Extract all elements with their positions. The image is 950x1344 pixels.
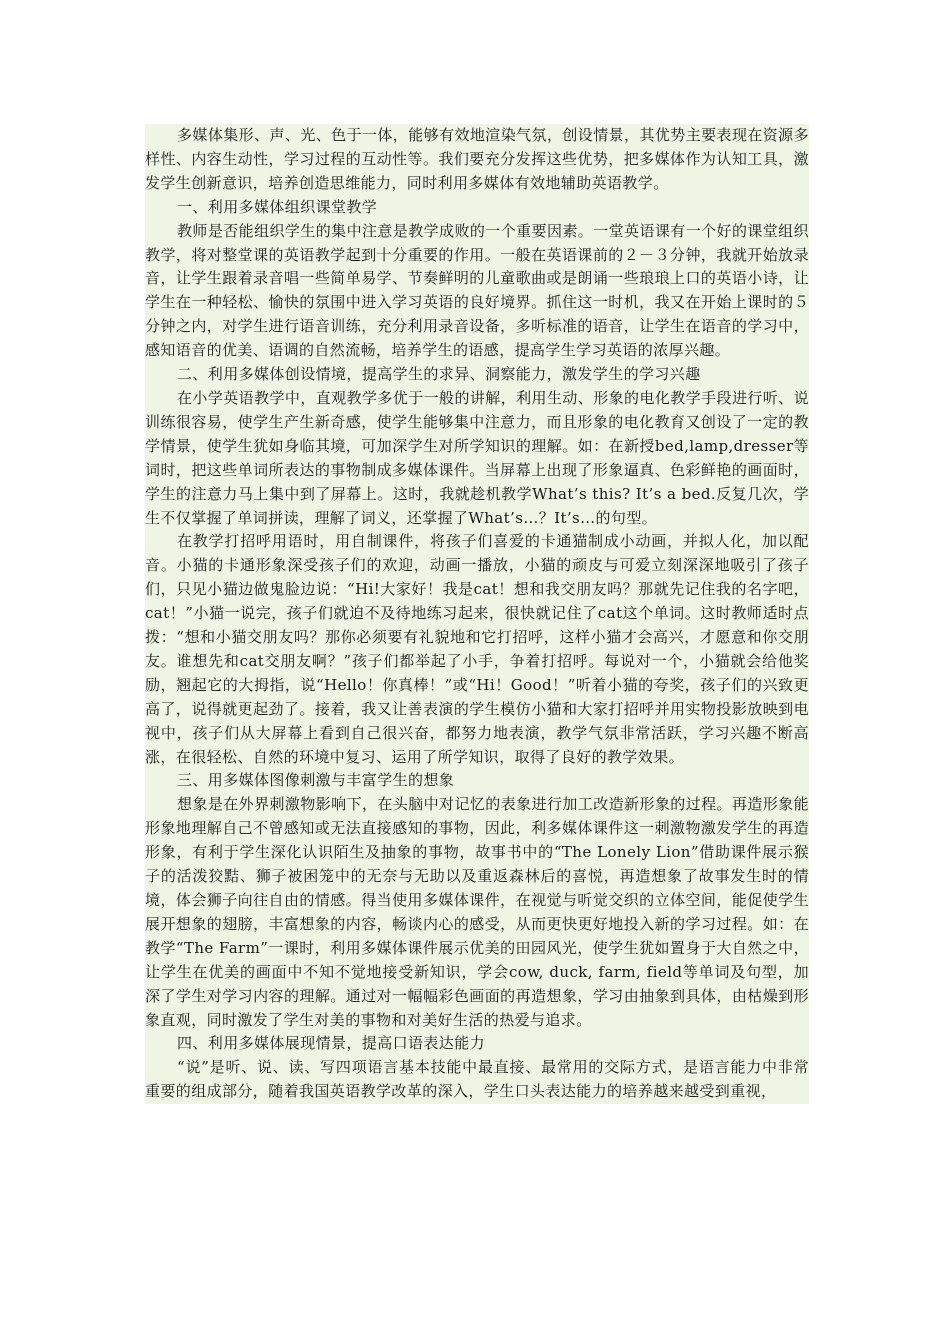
article-body bbox=[145, 124, 809, 1104]
section-heading-2: 二、利用多媒体创设情境，提高学生的求异、洞察能力，激发学生的学习兴趣 bbox=[177, 365, 701, 384]
section-heading-3: 三、用多媒体图像刺激与丰富学生的想象 bbox=[177, 771, 455, 790]
body-paragraph: 在教学打招呼用语时，用自制课件，将孩子们喜爱的卡通猫制成小动画，并拟人化，加以配音。小猫的卡通形象深受孩子们的欢迎，动画一播放，小猫的顽皮与可爱立刻深深地吸引了孩子们，只见小猫边做鬼脸边说：“Hi!大家好！我是cat！想和我交朋友吗？那就先记住我的名字吧，cat！”小猫一说完，孩子们就迫不及待地练习起来，很快就记住了cat这个单词。这时教师适时点拨：“想和小猫交朋友吗？那你必须要有礼貌地和它打招呼，这样小猫才会高兴，才愿意和你交朋友。谁想先和cat交朋友啊？”孩子们都举起了小手，争着打招呼。每说对一个，小猫就会给他奖励，翘起它的大拇指，说“Hello！你真棒！”或“Hi！Good！”听着小猫的夸奖，孩子们的兴致更高了，说得就更起劲了。接着，我又让善表演的学生模仿小猫和大家打招呼并用实物投影放映到电视中，孩子们从大屏幕上看到自己很兴奋，都努力地表演，教学气氛非常活跃，学习兴趣不断高涨，在很轻松、自然的环境中复习、运用了所学知识，取得了良好的教学效果。 bbox=[145, 532, 809, 766]
section-heading-1: 一、利用多媒体组织课堂教学 bbox=[177, 197, 378, 216]
section-heading-4: 四、利用多媒体展现情景，提高口语表达能力 bbox=[177, 1034, 486, 1053]
body-paragraph: 在小学英语教学中，直观教学多优于一般的讲解，利用生动、形象的电化教学手段进行听、说训练很容易，使学生产生新奇感，使学生能够集中注意力，而且形象的电化教育又创设了一定的教学情景，使学生犹如身临其境，可加深学生对所学知识的理解。如：在新授bed,lamp,dresser等词时，把这些单词所表达的事物制成多媒体课件。当屏幕上出现了形象逼真、色彩鲜艳的画面时，学生的注意力马上集中到了屏幕上。这时，我就趁机教学What’s this? It’s a bed.反复几次，学生不仅掌握了单词拼读，理解了词义，还掌握了What’s…？It’s…的句型。 bbox=[145, 388, 809, 527]
intro-paragraph: 多媒体集形、声、光、色于一体，能够有效地渲染气氛，创设情景，其优势主要表现在资源多样性、内容生动性，学习过程的互动性等。我们要充分发挥这些优势，把多媒体作为认知工具，激发学生创新意识，培养创造思维能力，同时利用多媒体有效地辅助英语教学。 bbox=[145, 126, 809, 192]
body-paragraph: 想象是在外界刺激物影响下，在头脑中对记忆的表象进行加工改造新形象的过程。再造形象能形象地理解自己不曾感知或无法直接感知的事物，因此，利多媒体课件这一刺激物激发学生的再造形象，有利于学生深化认识陌生及抽象的事物，故事书中的“The Lonely Lion”借助课件展示猴子的活泼狡黠、狮子被困笼中的无奈与无助以及重返森林后的喜悦，再造想象了故事发生时的情境，体会狮子向往自由的情感。得当使用多媒体课件，在视觉与听觉交织的立体空间，能促使学生展开想象的翅膀，丰富想象的内容，畅谈内心的感受，从而更快更好地投入新的学习过程。如：在教学“The Farm”一课时，利用多媒体课件展示优美的田园风光，使学生犹如置身于大自然之中，让学生在优美的画面中不知不觉地接受新知识，学会cow, duck, farm, field等单词及句型，加深了学生对学习内容的理解。通过对一幅幅彩色画面的再造想象，学习由抽象到具体，由枯燥到形象直观，同时激发了学生对美的事物和对美好生活的热爱与追求。 bbox=[145, 795, 809, 1029]
body-paragraph: 教师是否能组织学生的集中注意是教学成败的一个重要因素。一堂英语课有一个好的课堂组织教学，将对整堂课的英语教学起到十分重要的作用。一般在英语课前的２－３分钟，我就开始放录音，让学生跟着录音唱一些简单易学、节奏鲜明的儿童歌曲或是朗诵一些琅琅上口的英语小诗，让学生在一种轻松、愉快的氛围中进入学习英语的良好境界。抓住这一时机，我又在开始上课时的５分钟之内，对学生进行语音训练，充分利用录音设备，多听标准的语音，让学生在语音的学习中，感知语音的优美、语调的自然流畅，培养学生的语感，提高学生学习英语的浓厚兴趣。 bbox=[145, 221, 809, 360]
body-paragraph: “说”是听、说、读、写四项语言基本技能中最直接、最常用的交际方式，是语言能力中非常重要的组成部分，随着我国英语教学改革的深入，学生口头表达能力的培养越来越受到重视， bbox=[145, 1058, 809, 1101]
